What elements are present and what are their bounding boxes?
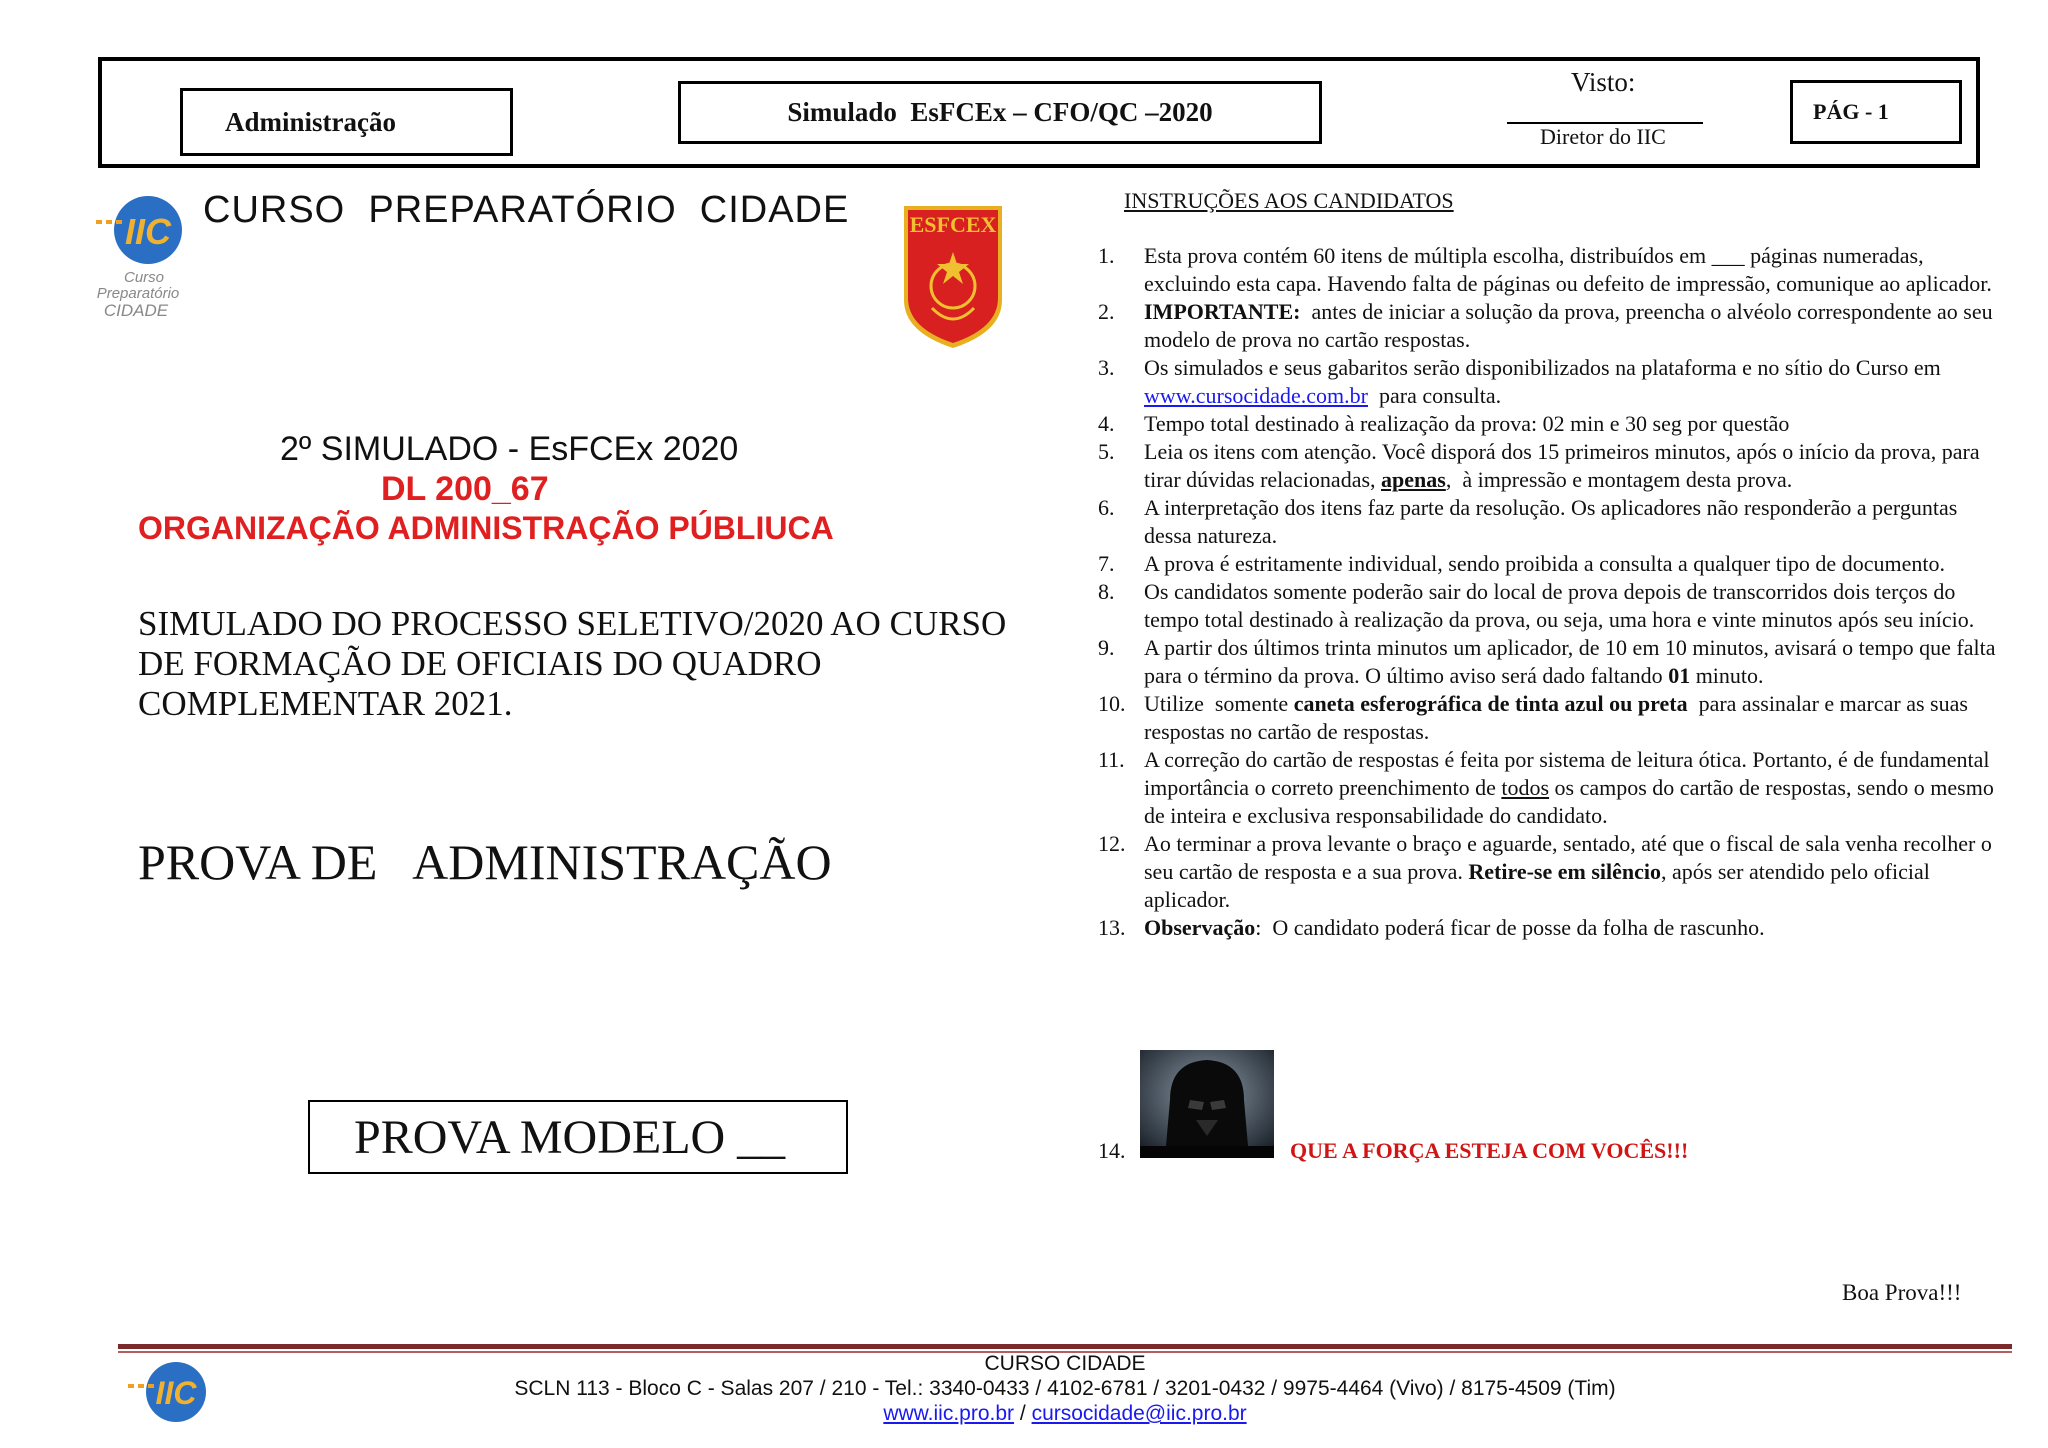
exam-title: Simulado EsFCEx – CFO/QC –2020 [787,97,1213,127]
iic-logo-text: IIC [124,211,172,252]
dl-title: DL 200_67 [381,470,549,508]
page-number-box [1790,80,1962,144]
item-14-number: 14. [1098,1138,1126,1163]
instructions-heading: INSTRUÇÕES AOS CANDIDATOS [1124,188,1454,213]
org-title: ORGANIZAÇÃO ADMINISTRAÇÃO PÚBLIUCA [138,510,834,546]
footer-block [400,1351,1730,1426]
list-item: 11. A correção do cartão de respostas é feita por sistema de leitura ótica. Portanto, é de fundamental importância o correto preenchimento de todos os campos do cartão de respostas, sendo o mesmo de inteira e exclusiva responsabilidade do candidato. [1098,747,1994,828]
prova-modelo-box [308,1100,848,1174]
footer-website-link[interactable]: www.iic.pro.br [883,1402,1015,1425]
list-item: 13. Observação: O candidato poderá ficar de posse da folha de rascunho. [1098,915,1765,940]
page-label: PÁG - 1 [1813,99,1889,124]
footer-email-link[interactable]: cursocidade@iic.pro.br [1031,1402,1247,1425]
course-title: CURSO PREPARATÓRIO CIDADE [203,189,850,231]
simulado-title: 2º SIMULADO - EsFCEx 2020 [280,430,739,468]
footer-iic-logo-icon [126,1356,212,1428]
emblem-text: ESFCEX [909,212,997,237]
svg-text:Curso: Curso [123,269,165,286]
darth-vader-image [1140,1050,1274,1158]
list-item: 2. IMPORTANTE: antes de iniciar a solução da prova, preencha o alvéolo correspondente ao seu modelo de prova no cartão respostas. [1098,299,1999,352]
list-item: 1. Esta prova contém 60 itens de múltipla escolha, distribuídos em ___ páginas numeradas, excluindo esta capa. Havendo falta de páginas ou defeito de impressão, comunique ao aplicador. [1098,243,1992,296]
list-item: 12. Ao terminar a prova levante o braço e aguarde, sentado, até que o fiscal de sala venha recolher o seu cartão de resposta e a sua prova. Retire-se em silêncio, após ser atendido pelo oficial aplicador. [1098,831,1992,912]
list-item: 3. Os simulados e seus gabaritos serão disponibilizados na plataforma e no sítio do Curso em www.cursocidade.com.br para consulta. [1098,355,1941,408]
svg-text:CIDADE: CIDADE [103,301,169,320]
instructions-list [1098,242,2008,942]
esfcex-emblem-icon [902,204,1004,350]
list-item: 5. Leia os itens com atenção. Você disporá dos 15 primeiros minutos, após o início da prova, para tirar dúvidas relacionadas, apenas, à impressão e montagem desta prova. [1098,439,1980,492]
list-item: 6. A interpretação dos itens faz parte da resolução. Os aplicadores não responderão a perguntas dessa natureza. [1098,495,1958,548]
subject-label: Administração [225,106,396,137]
prova-title: PROVA DE ADMINISTRAÇÃO [138,834,832,890]
exam-title-box [678,81,1322,144]
svg-text:Preparatório: Preparatório [96,285,180,302]
director-label: Diretor do IIC [1540,124,1666,149]
footer-divider [118,1344,2012,1349]
footer-links: www.iic.pro.br / cursocidade@iic.pro.br [883,1402,1247,1425]
list-item: 10. Utilize somente caneta esferográfica de tinta azul ou preta para assinalar e marcar as suas respostas no cartão de respostas. [1098,691,1974,744]
visto-label: Visto: [1571,67,1636,97]
process-description: SIMULADO DO PROCESSO SELETIVO/2020 AO CURSO DE FORMAÇÃO DE OFICIAIS DO QUADRO COMPLEMENTAR 2021. [138,604,1007,723]
list-item: 4. Tempo total destinado à realização da prova: 02 min e 30 seg por questão [1098,411,1790,436]
iic-logo-icon [88,192,196,322]
subject-box [180,88,513,156]
boa-prova-text: Boa Prova!!! [1842,1280,1962,1305]
list-item: 9. A partir dos últimos trinta minutos um aplicador, de 10 em 10 minutos, avisará o tempo que falta para o término da prova. O último aviso será dado faltando 01 minuto. [1098,635,1996,688]
course-website-link[interactable]: www.cursocidade.com.br [1144,383,1368,408]
force-message: QUE A FORÇA ESTEJA COM VOCÊS!!! [1290,1138,1689,1163]
list-item: 7. A prova é estritamente individual, sendo proibida a consulta a qualquer tipo de documento. [1098,551,1945,576]
footer-name: CURSO CIDADE [984,1352,1146,1375]
footer-address: SCLN 113 - Bloco C - Salas 207 / 210 - Tel.: 3340-0433 / 4102-6781 / 3201-0432 / 9975-4464 (Vivo) / 8175-4509 (Tim) [514,1377,1616,1400]
list-item: 8. Os candidatos somente poderão sair do local de prova depois de transcorridos dois terços do tempo total destinado à realização da prova, ou seja, uma hora e vinte minutos após seu início. [1098,579,1975,632]
prova-modelo-label: PROVA MODELO __ [354,1110,786,1164]
svg-text:IIC: IIC [155,1375,197,1411]
